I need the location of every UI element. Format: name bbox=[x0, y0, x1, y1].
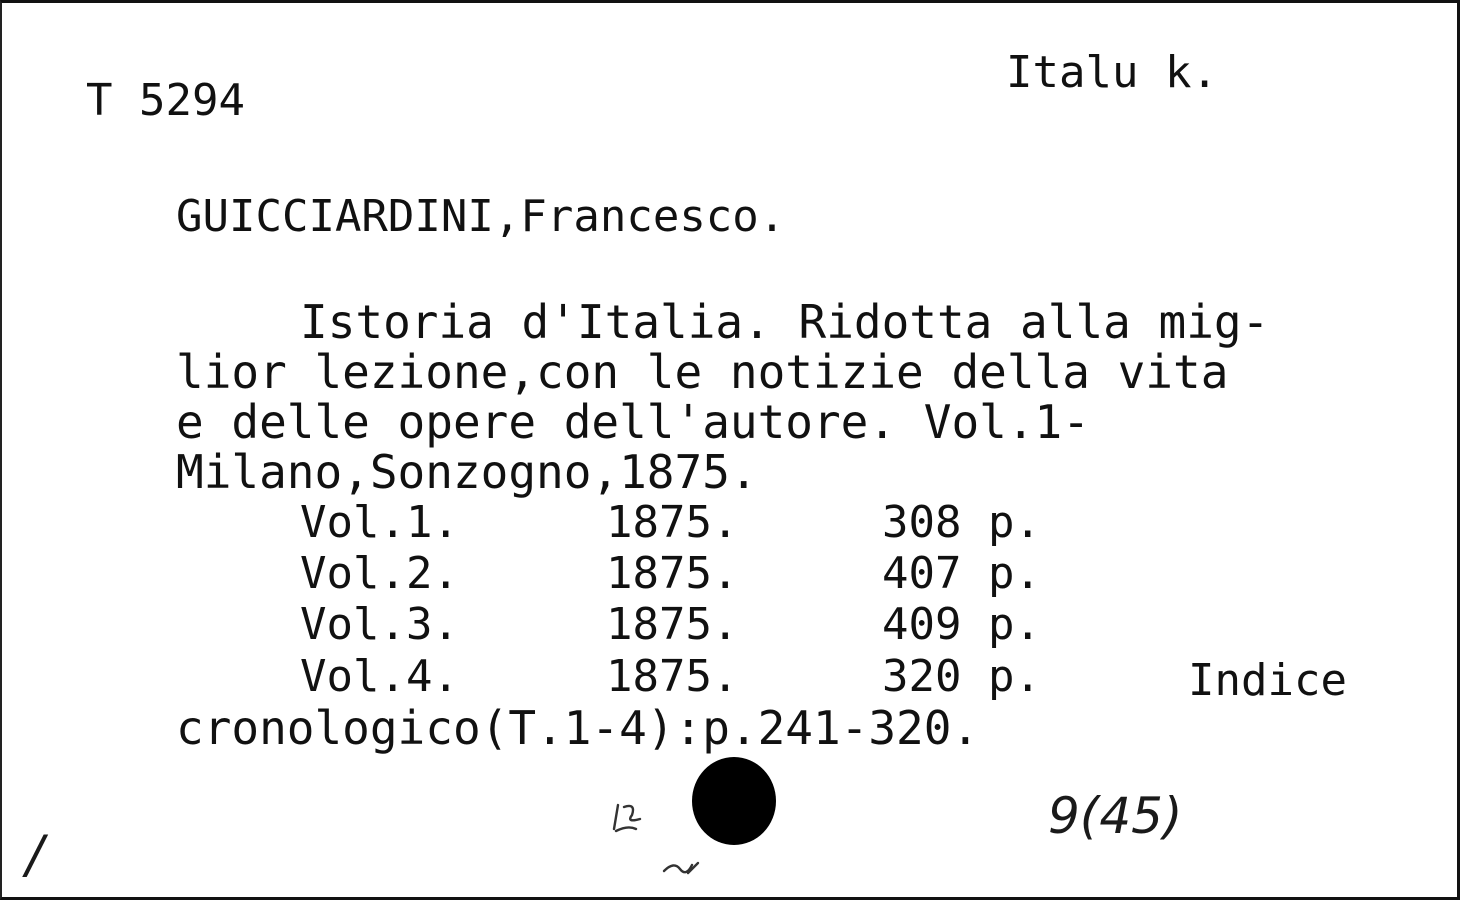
volume-year: 1875. bbox=[606, 497, 739, 548]
title-line-2: lior lezione,con le notizie della vita bbox=[176, 345, 1229, 399]
title-line-3: e delle opere dell'autore. Vol.1- bbox=[176, 395, 1090, 449]
pencil-scribble-icon bbox=[606, 799, 656, 839]
classification-label: Italu k. bbox=[1006, 47, 1218, 98]
volume-pages: 320 p. bbox=[882, 651, 1041, 702]
volume-year: 1875. bbox=[606, 599, 739, 650]
pencil-mark-icon bbox=[658, 851, 706, 881]
call-number: T 5294 bbox=[86, 75, 245, 126]
volume-pages: 409 p. bbox=[882, 599, 1041, 650]
volume-label: Vol.1. bbox=[300, 497, 459, 548]
volume-pages: 407 p. bbox=[882, 548, 1041, 599]
volume-pages: 308 p. bbox=[882, 497, 1041, 548]
handwritten-number: 9(45) bbox=[1048, 787, 1183, 845]
title-line-1: Istoria d'Italia. Ridotta alla mig- bbox=[300, 295, 1270, 349]
volume-label: Vol.4. bbox=[300, 651, 459, 702]
punch-hole bbox=[692, 757, 776, 845]
index-line: cronologico(T.1-4):p.241-320. bbox=[176, 701, 980, 755]
volume-year: 1875. bbox=[606, 651, 739, 702]
volume-label: Vol.2. bbox=[300, 548, 459, 599]
volume-note: Indice bbox=[1188, 655, 1347, 706]
imprint-line: Milano,Sonzogno,1875. bbox=[176, 445, 758, 499]
volume-year: 1875. bbox=[606, 548, 739, 599]
author-heading: GUICCIARDINI,Francesco. bbox=[176, 191, 786, 242]
handwritten-stroke: / bbox=[26, 825, 44, 885]
volume-label: Vol.3. bbox=[300, 599, 459, 650]
